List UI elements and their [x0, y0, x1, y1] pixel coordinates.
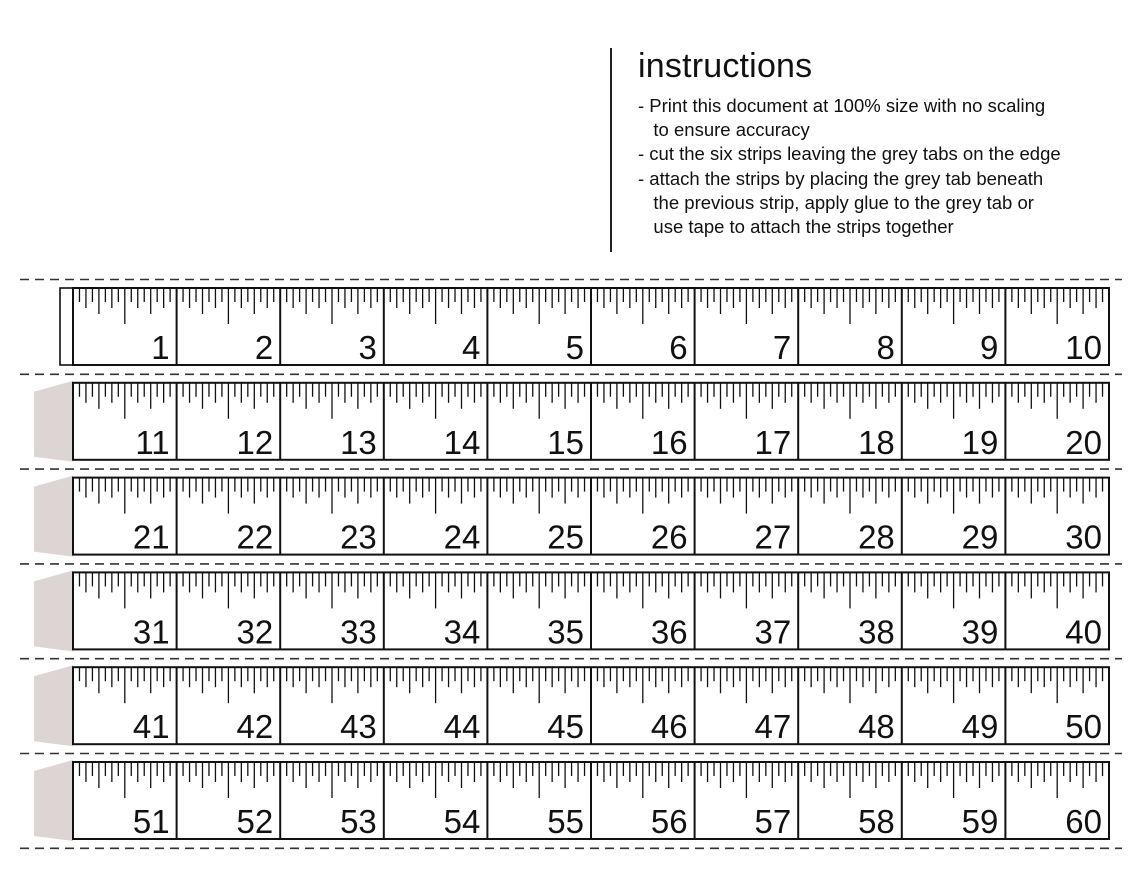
scale-number: 32 [236, 613, 274, 651]
scale-number: 23 [340, 518, 377, 556]
glue-tab [34, 570, 73, 651]
scale-number: 24 [443, 518, 481, 556]
strip-start-margin [60, 288, 73, 365]
scale-number: 49 [961, 708, 999, 746]
scale-number: 22 [236, 518, 274, 556]
glue-tab [34, 381, 73, 462]
scale-number: 51 [132, 803, 170, 840]
scale-number: 41 [132, 708, 170, 746]
scale-number: 18 [858, 423, 895, 461]
glue-tab [34, 665, 73, 746]
scale-number: 53 [340, 803, 377, 840]
scale-number: 52 [236, 803, 274, 840]
scale-number: 6 [669, 329, 688, 366]
scale-number: 39 [961, 613, 999, 651]
scale-number: 8 [876, 329, 895, 366]
tape-strip [34, 381, 1109, 462]
scale-number: 56 [650, 803, 688, 840]
tape-strip [34, 665, 1109, 746]
scale-number: 34 [443, 613, 481, 651]
tape-strip [34, 570, 1109, 651]
scale-number: 11 [135, 423, 170, 461]
scale-number: 58 [858, 803, 895, 840]
scale-number: 10 [1065, 329, 1102, 366]
scale-number: 21 [132, 518, 170, 556]
glue-tab [34, 476, 73, 557]
scale-number: 15 [547, 423, 584, 461]
scale-number: 30 [1065, 518, 1102, 556]
scale-number: 59 [961, 803, 999, 840]
instruction-line: to ensure accuracy [638, 119, 810, 141]
scale-number: 4 [462, 329, 481, 366]
scale-number: 57 [754, 803, 792, 840]
scale-number: 37 [754, 613, 792, 651]
scale-number: 55 [547, 803, 584, 840]
scale-number: 26 [650, 518, 688, 556]
scale-number: 19 [961, 423, 999, 461]
scale-number: 54 [443, 803, 481, 840]
scale-number: 50 [1065, 708, 1102, 746]
scale-number: 25 [547, 518, 584, 556]
scale-number: 44 [443, 708, 481, 746]
tape-strip [60, 288, 1109, 366]
scale-number: 38 [858, 613, 895, 651]
tape-strip [34, 760, 1109, 841]
scale-number: 36 [650, 613, 688, 651]
instruction-line: - Print this document at 100% size with no scaling [638, 95, 1046, 116]
scale-number: 17 [754, 423, 792, 461]
scale-number: 42 [236, 708, 274, 746]
scale-number: 46 [650, 708, 688, 746]
scale-number: 12 [236, 423, 274, 461]
instructions-title: instructions [638, 47, 813, 85]
scale-number: 60 [1065, 803, 1102, 840]
scale-number: 28 [858, 518, 895, 556]
scale-number: 27 [754, 518, 792, 556]
glue-tab [34, 760, 73, 841]
scale-number: 47 [754, 708, 792, 746]
scale-number: 48 [858, 708, 895, 746]
scale-number: 45 [547, 708, 584, 746]
scale-number: 3 [358, 329, 377, 366]
scale-number: 16 [650, 423, 688, 461]
scale-number: 14 [443, 423, 481, 461]
scale-number: 5 [565, 329, 584, 366]
instruction-line: - attach the strips by placing the grey tab beneath [638, 167, 1044, 189]
scale-number: 1 [151, 329, 170, 366]
instruction-line: use tape to attach the strips together [638, 216, 954, 238]
scale-number: 2 [254, 329, 274, 366]
scale-number: 43 [340, 708, 377, 746]
scale-number: 40 [1065, 613, 1102, 651]
scale-number: 7 [772, 329, 792, 366]
scale-number: 20 [1065, 423, 1102, 461]
scale-number: 13 [340, 423, 377, 461]
tape-strip [34, 476, 1109, 557]
scale-number: 31 [132, 613, 170, 651]
instruction-line: the previous strip, apply glue to the grey tab or [638, 191, 1034, 213]
scale-number: 35 [547, 613, 584, 651]
scale-number: 29 [961, 518, 999, 556]
scale-number: 9 [980, 329, 999, 366]
instruction-line: - cut the six strips leaving the grey tabs on the edge [638, 143, 1061, 165]
scale-number: 33 [340, 613, 377, 651]
